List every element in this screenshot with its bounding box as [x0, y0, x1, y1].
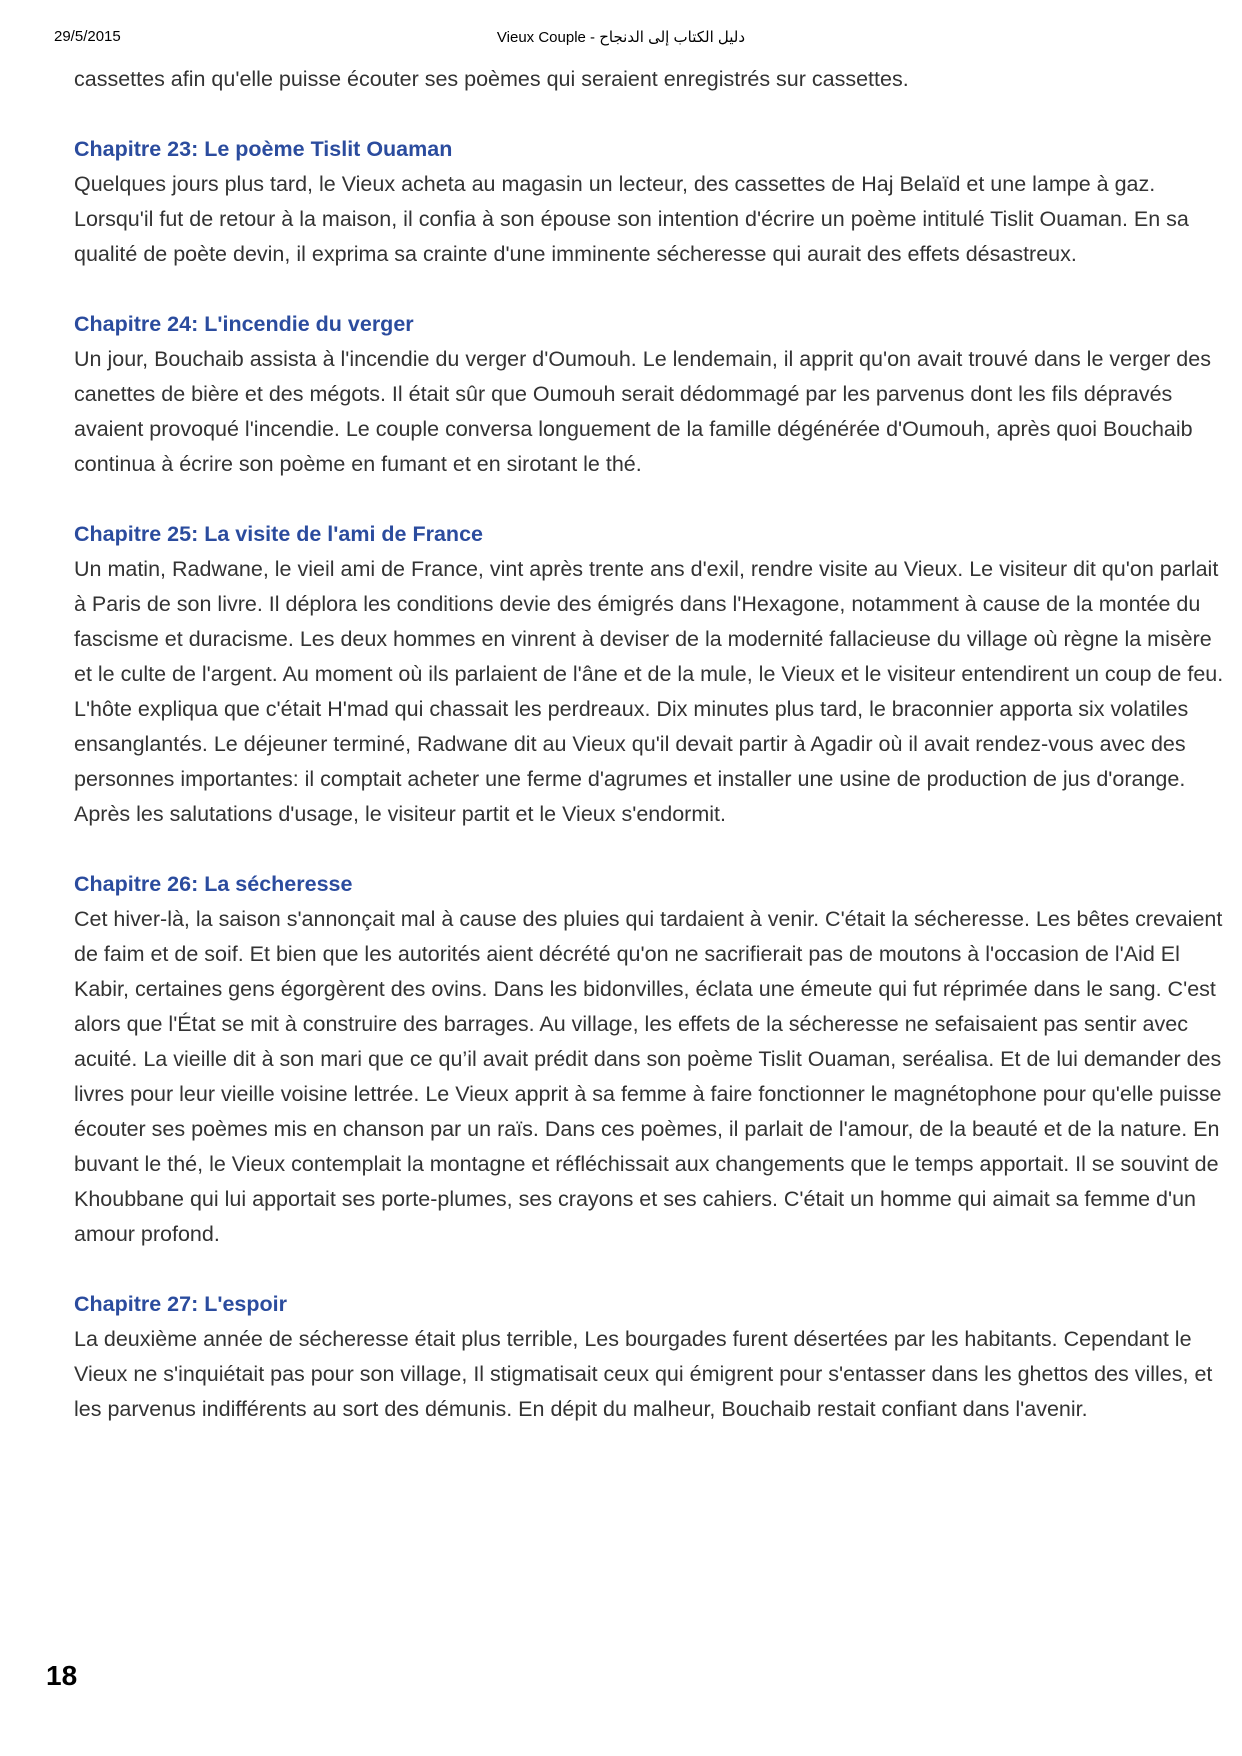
chapter-23-section [74, 132, 1224, 272]
chapter-paragraph: La deuxième année de sécheresse était plus terrible, Les bourgades furent désertées par les habitants. Cependant le Vieux ne s'inquiétait pas pour son village, Il stigmatisait ceux qui émigrent pour s'entasser dans les ghettos des villes, et les parvenus indifférents au sort des démunis. En dépit du malheur, Bouchaib restait confiant dans l'avenir. [74, 1327, 1213, 1421]
chapter-26-section [74, 867, 1224, 1252]
chapter-25-section [74, 517, 1224, 832]
document-body [74, 62, 1224, 1427]
chapter-heading: Chapitre 27: L'espoir [74, 1292, 287, 1316]
chapter-paragraph: Un jour, Bouchaib assista à l'incendie du verger d'Oumouh. Le lendemain, il apprit qu'on avait trouvé dans le verger des canettes de bière et des mégots. Il était sûr que Oumouh serait dédommagé par les parvenus dont les fils dépravés avaient provoqué l'incendie. Le couple conversa longuement de la famille dégénérée d'Oumouh, après quoi Bouchaib continua à écrire son poème en fumant et en sirotant le thé. [74, 347, 1211, 476]
page-header [54, 28, 1188, 48]
chapter-paragraph: Un matin, Radwane, le vieil ami de France, vint après trente ans d'exil, rendre visite au Vieux. Le visiteur dit qu'on parlait à Paris de son livre. Il déplora les conditions devie des émigrés dans l'Hexagone, notamment à cause de la montée du fascisme et duracisme. Les deux hommes en vinrent à deviser de la modernité fallacieuse du village où règne la misère et le culte de l'argent. Au moment où ils parlaient de l'âne et de la mule, le Vieux et le visiteur entendirent un coup de feu. L'hôte expliqua que c'était H'mad qui chassait les perdreaux. Dix minutes plus tard, le braconnier apporta six volatiles ensanglantés. Le déjeuner terminé, Radwane dit au Vieux qu'il devait partir à Agadir où il avait rendez-vous avec des personnes importantes: il comptait acheter une ferme d'agrumes et installer une usine de production de jus d'orange. Après les salutations d'usage, le visiteur partit et le Vieux s'endormit. [74, 557, 1224, 826]
chapter-heading: Chapitre 26: La sécheresse [74, 872, 353, 896]
print-date: 29/5/2015 [54, 28, 121, 45]
chapter-paragraph: Cet hiver-là, la saison s'annonçait mal à cause des pluies qui tardaient à venir. C'était la sécheresse. Les bêtes crevaient de faim et de soif. Et bien que les autorités aient décrété qu'on ne sacrifierait pas de moutons à l'occasion de l'Aid El Kabir, certaines gens égorgèrent des ovins. Dans les bidonvilles, éclata une émeute qui fut réprimée dans le sang. C'est alors que l'État se mit à construire des barrages. Au village, les effets de la sécheresse ne sefaisaient pas sentir avec acuité. La vieille dit à son mari que ce qu’il avait prédit dans son poème Tislit Ouaman, seréalisa. Et de lui demander des livres pour leur vieille voisine lettrée. Le Vieux apprit à sa femme à faire fonctionner le magnétophone pour qu'elle puisse écouter ses poèmes mis en chanson par un raïs. Dans ces poèmes, il parlait de l'amour, de la beauté et de la nature. En buvant le thé, le Vieux contemplait la montagne et réfléchissait aux changements que le temps apportait. Il se souvint de Khoubbane qui lui apportait ses porte-plumes, ses crayons et ses cahiers. C'était un homme qui aimait sa femme d'un amour profond. [74, 907, 1223, 1246]
page-header-title: Vieux Couple - دليل الكتاب إلى الدنجاح [496, 29, 746, 46]
page-number: 18 [46, 1660, 78, 1691]
chapter-27-section [74, 1287, 1224, 1427]
chapter-paragraph: Quelques jours plus tard, le Vieux acheta au magasin un lecteur, des cassettes de Haj Belaïd et une lampe à gaz. Lorsqu'il fut de retour à la maison, il confia à son épouse son intention d'écrire un poème intitulé Tislit Ouaman. En sa qualité de poète devin, il exprima sa crainte d'une imminente sécheresse qui aurait des effets désastreux. [74, 172, 1189, 266]
chapter-24-section [74, 307, 1224, 482]
chapter-heading: Chapitre 24: L'incendie du verger [74, 312, 414, 336]
intro-paragraph: cassettes afin qu'elle puisse écouter ses poèmes qui seraient enregistrés sur cassettes. [74, 67, 909, 91]
chapter-heading: Chapitre 23: Le poème Tislit Ouaman [74, 137, 453, 161]
chapter-heading: Chapitre 25: La visite de l'ami de France [74, 522, 483, 546]
